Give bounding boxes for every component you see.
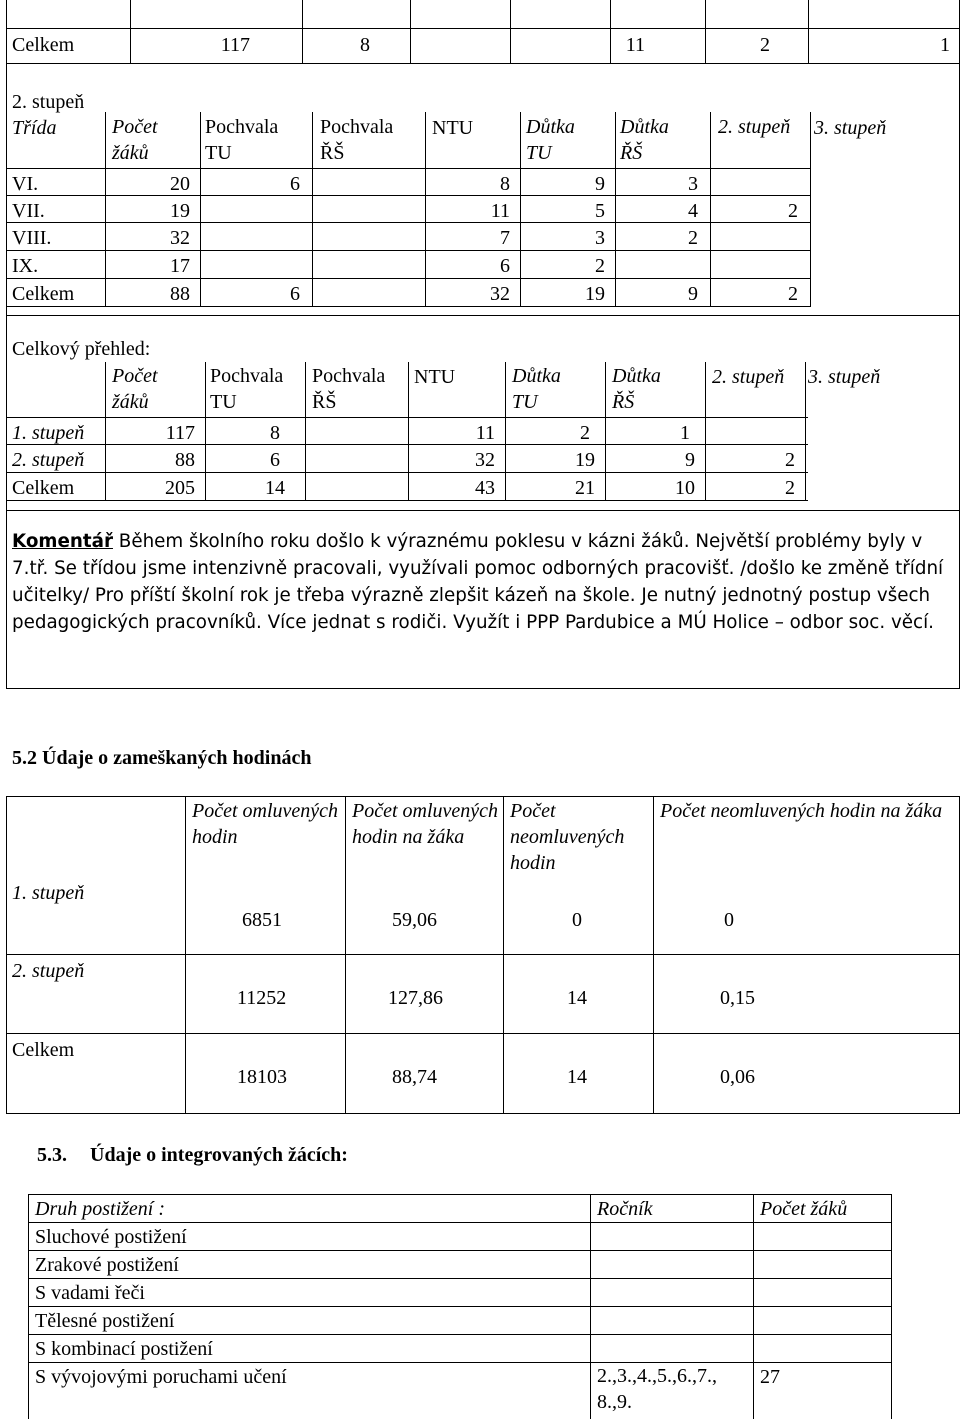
- table-cell: 7: [500, 227, 510, 249]
- col-line: [520, 112, 521, 306]
- table-cell: Zrakové postižení: [35, 1254, 179, 1276]
- table-cell: Celkem: [12, 1039, 75, 1061]
- table-cell: 11: [490, 200, 510, 222]
- table-cell: 0: [724, 909, 734, 931]
- col-line: [312, 112, 313, 306]
- table-cell: 3: [688, 173, 698, 195]
- header-cell: Pochvala TU: [205, 116, 279, 164]
- row-line: [28, 1306, 891, 1307]
- row-line: [6, 306, 811, 307]
- header-cell: Počet žáků: [112, 365, 158, 413]
- col-line: [345, 797, 346, 1113]
- header-cell: 3. stupeň: [808, 366, 881, 388]
- col-line: [305, 362, 306, 500]
- row-line: [28, 1250, 891, 1251]
- table-cell: 18103: [237, 1066, 287, 1088]
- col-divider: [410, 0, 411, 64]
- table-cell: S vadami řeči: [35, 1282, 145, 1304]
- table-cell: 88: [170, 283, 190, 305]
- table-cell: VIII.: [12, 227, 52, 249]
- table-cell: VII.: [12, 200, 45, 222]
- table-cell: 6: [290, 283, 300, 305]
- table-cell: 6: [500, 255, 510, 277]
- table-cell: 11: [625, 34, 645, 56]
- header-cell: Důtka TU: [526, 116, 575, 164]
- table-cell: 6: [290, 173, 300, 195]
- col-divider: [130, 0, 131, 64]
- table-cell: 0,06: [720, 1066, 755, 1088]
- table-cell: 14: [265, 477, 285, 499]
- table-cell: 8: [270, 422, 280, 444]
- col-line: [705, 362, 706, 500]
- table-cell: 2: [788, 200, 798, 222]
- header-cell: 2. stupeň: [718, 116, 791, 138]
- table-cell: 11252: [237, 987, 287, 1009]
- header-cell: Počet neomluvených hodin: [510, 800, 625, 874]
- table-cell: 2: [788, 283, 798, 305]
- table-cell: 1: [680, 422, 690, 444]
- table-cell: 9: [688, 283, 698, 305]
- col-line: [653, 797, 654, 1113]
- table-cell: 117: [220, 34, 250, 56]
- table-cell: 9: [685, 449, 695, 471]
- table-cell: Celkem: [12, 477, 75, 499]
- section-title: Celkový přehled:: [12, 338, 151, 360]
- table-cell: 2.,3.,4.,5.,6.,7., 8.,9.: [597, 1365, 717, 1413]
- row-line: [6, 954, 959, 955]
- table-cell: 1. stupeň: [12, 422, 85, 444]
- table-cell: 32: [170, 227, 190, 249]
- header-cell: Třída: [12, 117, 57, 139]
- col-line: [710, 112, 711, 306]
- row-line: [6, 500, 808, 501]
- header-cell: Pochvala ŘŠ: [312, 365, 386, 413]
- table-cell: 1. stupeň: [12, 882, 85, 904]
- table-cell: IX.: [12, 255, 39, 277]
- table-cell: 8: [500, 173, 510, 195]
- header-cell: Počet žáků: [760, 1198, 848, 1220]
- header-cell: Počet neomluvených hodin na žáka: [660, 800, 943, 822]
- col-line: [805, 362, 806, 500]
- table-cell: 32: [475, 449, 495, 471]
- table-cell: 1: [940, 34, 950, 56]
- row-line: [28, 1334, 891, 1335]
- table-cell: VI.: [12, 173, 39, 195]
- table-cell: 14: [567, 1066, 587, 1088]
- table-cell: 4: [688, 200, 698, 222]
- table-cell: 2: [785, 477, 795, 499]
- table-cell: 88,74: [392, 1066, 437, 1088]
- row-line: [28, 1362, 891, 1363]
- table-cell: 21: [575, 477, 595, 499]
- row-line: [6, 1033, 959, 1034]
- table-cell: S kombinací postižení: [35, 1338, 213, 1360]
- table-cell: 32: [490, 283, 510, 305]
- col-line: [505, 362, 506, 500]
- table-cell: 2: [785, 449, 795, 471]
- table-cell: Tělesné postižení: [35, 1310, 175, 1332]
- col-line: [503, 797, 504, 1113]
- table-cell: Celkem: [12, 283, 75, 305]
- header-cell: NTU: [432, 117, 474, 139]
- row-line: [6, 278, 811, 279]
- row-line: [28, 1222, 891, 1223]
- col-line: [615, 112, 616, 306]
- table-cell: 0: [572, 909, 582, 931]
- col-line: [105, 112, 106, 306]
- table-cell: 14: [567, 987, 587, 1009]
- table-cell: 2. stupeň: [12, 960, 85, 982]
- col-divider: [510, 0, 511, 64]
- col-line: [810, 112, 811, 306]
- table-cell: 205: [165, 477, 195, 499]
- col-divider: [302, 0, 303, 64]
- header-cell: NTU: [414, 366, 456, 388]
- section-title: 2. stupeň: [12, 91, 85, 113]
- table-cell: 19: [575, 449, 595, 471]
- top-table: [6, 0, 960, 64]
- row-line: [6, 250, 811, 251]
- header-cell: Ročník: [597, 1198, 653, 1220]
- col-line: [408, 362, 409, 500]
- header-cell: 2. stupeň: [712, 366, 785, 388]
- top-table-divider: [6, 28, 959, 29]
- col-line: [590, 1195, 591, 1419]
- col-line: [605, 362, 606, 500]
- table-cell: 20: [170, 173, 190, 195]
- table-cell: 2: [760, 34, 770, 56]
- table-cell: 3: [595, 227, 605, 249]
- table-cell: 9: [595, 173, 605, 195]
- table-cell: 2: [580, 422, 590, 444]
- col-line: [425, 112, 426, 306]
- table-cell: 6: [270, 449, 280, 471]
- table-cell: 127,86: [388, 987, 443, 1009]
- row-line: [6, 472, 808, 473]
- comment-text: [12, 528, 952, 636]
- table-cell: 59,06: [392, 909, 437, 931]
- table-cell: 5: [595, 200, 605, 222]
- table-cell: 27: [760, 1366, 780, 1388]
- header-cell: Pochvala TU: [210, 365, 284, 413]
- table-cell: 19: [170, 200, 190, 222]
- col-line: [185, 797, 186, 1113]
- col-line: [205, 362, 206, 500]
- integrated-heading: Údaje o integrovaných žácích:: [90, 1144, 348, 1166]
- table-cell: 6851: [242, 909, 282, 931]
- header-cell: Počet omluvených hodin na žáka: [352, 800, 499, 848]
- table-cell: 10: [675, 477, 695, 499]
- header-cell: Počet omluvených hodin: [192, 800, 339, 848]
- col-divider: [808, 0, 809, 64]
- table-cell: 2: [688, 227, 698, 249]
- row-line: [6, 168, 811, 169]
- table-cell: 19: [585, 283, 605, 305]
- table-cell: Sluchové postižení: [35, 1226, 187, 1248]
- row-line: [28, 1278, 891, 1279]
- table-cell: 8: [360, 34, 370, 56]
- table-cell: Celkem: [12, 34, 75, 56]
- table-cell: 17: [170, 255, 190, 277]
- table-cell: 11: [475, 422, 495, 444]
- table-cell: 88: [175, 449, 195, 471]
- comment-label: Komentář: [12, 531, 113, 552]
- comment-body: Během školního roku došlo k výraznému poklesu v kázni žáků. Největší problémy byly v 7.tř. Se třídou jsme intenzivně pracovali, využívali pomoc odborných pracovišť. /došlo ke změně třídní učitelky/ Pro příští školní rok je třeba výrazně zlepšit kázeň na škole. Je nutný jednotný postup všech pedagogických pracovníků. Více jednat s rodiči. Využít i PPP Pardubice a MÚ Holice – odbor soc. věcí.: [12, 531, 944, 633]
- col-line: [753, 1195, 754, 1419]
- col-line: [105, 362, 106, 500]
- table-cell: 43: [475, 477, 495, 499]
- integrated-heading-number: 5.3.: [37, 1144, 67, 1166]
- header-cell: Důtka ŘŠ: [620, 116, 669, 164]
- absence-heading: 5.2 Údaje o zameškaných hodinách: [12, 747, 312, 769]
- table-cell: 117: [165, 422, 195, 444]
- table-cell: 2: [595, 255, 605, 277]
- col-line: [200, 112, 201, 306]
- header-cell: Počet žáků: [112, 116, 158, 164]
- header-cell: Důtka ŘŠ: [612, 365, 661, 413]
- header-cell: Druh postižení :: [35, 1198, 165, 1220]
- header-cell: Důtka TU: [512, 365, 561, 413]
- header-cell: 3. stupeň: [814, 117, 887, 139]
- table-cell: S vývojovými poruchami učení: [35, 1366, 287, 1388]
- row-line: [6, 417, 808, 418]
- col-divider: [705, 0, 706, 64]
- table-cell: 2. stupeň: [12, 449, 85, 471]
- table-cell: 0,15: [720, 987, 755, 1009]
- header-cell: Pochvala ŘŠ: [320, 116, 394, 164]
